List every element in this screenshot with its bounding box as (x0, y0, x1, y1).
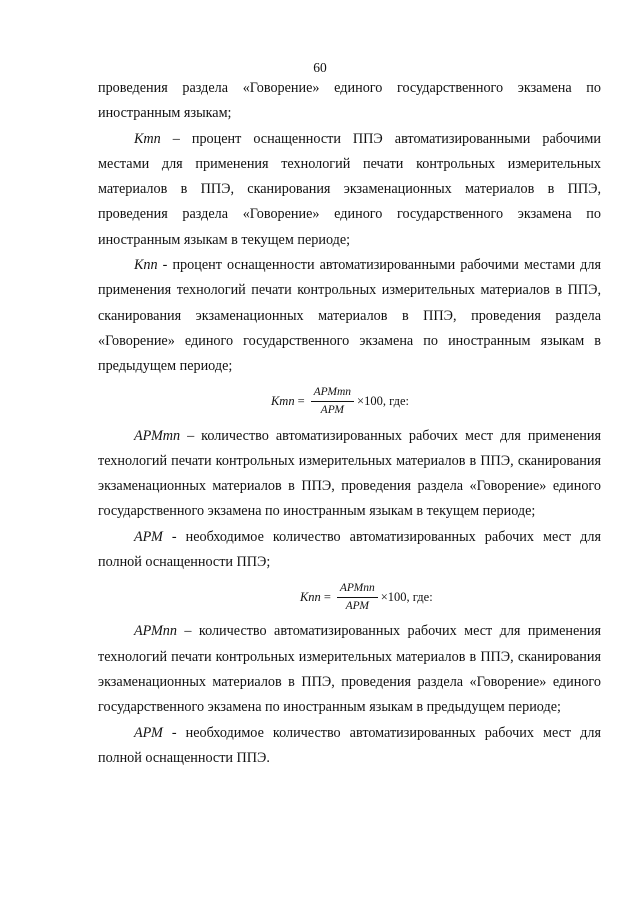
formula-kpp-fraction (337, 581, 378, 614)
page-number: 60 (313, 60, 327, 75)
formula-ktp-lhs: Ктп (271, 394, 295, 409)
formula-ktp-times: × (357, 394, 365, 409)
formula-ktp-equals: = (297, 394, 305, 409)
formula-kpp-equals: = (323, 589, 331, 604)
paragraph-armtp-definition (98, 424, 601, 525)
formula-ktp-fraction (311, 385, 354, 418)
formula-kpp-factor: 100 (387, 589, 407, 604)
variable-ktp: Ктп (134, 130, 161, 147)
paragraph-arm-definition-2 (98, 721, 601, 772)
formula-kpp-suffix: , где: (406, 589, 433, 604)
formula-kpp-denominator: АРМ (345, 599, 369, 612)
formula-ktp-numerator: АРМтп (311, 385, 354, 402)
formula-kpp-times: × (380, 589, 388, 604)
variable-armtp: АРМтп (134, 427, 181, 444)
formula-ktp-denominator: АРМ (320, 404, 345, 417)
variable-arm-2: АРМ (134, 724, 163, 741)
formula-ktp-factor: 100 (364, 394, 383, 409)
formula-kpp-lhs: Кпп (300, 589, 321, 604)
definition-kpp-text: - процент оснащенности автоматизированными рабочими местами для применения технологий печати контрольных измерительных материалов в ППЭ, сканирования экзаменационных материалов в ППЭ, проведения раздела «Говорение» единого государственного экзамена по иностранным языкам в предыдущем периоде; (98, 257, 601, 375)
variable-arm-1: АРМ (134, 528, 163, 545)
formula-ktp-suffix: , где: (382, 394, 409, 409)
variable-armpp: АРМпп (134, 623, 177, 640)
paragraph-kpp-definition (98, 253, 601, 379)
document-body (98, 76, 601, 771)
formula-kpp-numerator: АРМпп (337, 581, 378, 598)
definition-arm-text-2: - необходимое количество автоматизированных рабочих мест для полной оснащенности ППЭ. (98, 724, 601, 766)
paragraph-continuation: проведения раздела «Говорение» единого государственного экзамена по иностранным языкам; (98, 80, 601, 122)
paragraph-arm-definition-1 (98, 525, 601, 576)
formula-kpp (98, 575, 601, 619)
paragraph-ktp-definition (98, 127, 601, 253)
definition-armpp-text: – количество автоматизированных рабочих мест для применения технологий печати контрольных измерительных материалов в ППЭ, сканирования экзаменационных материалов в ППЭ, проведения раздела «Говорение» единого государственного экзамена по иностранным языкам в предыдущем периоде; (98, 623, 601, 716)
variable-kpp: Кпп (134, 257, 158, 274)
paragraph-armpp-definition (98, 619, 601, 720)
definition-ktp-text: – процент оснащенности ППЭ автоматизированными рабочими местами для применения технологий печати контрольных измерительных материалов в ППЭ, сканирования экзаменационных материалов в ППЭ, проведения раздела «Говорение» единого государственного экзамена по иностранным языкам в текущем периоде; (98, 130, 601, 248)
formula-ktp (98, 380, 601, 424)
definition-armtp-text: – количество автоматизированных рабочих мест для применения технологий печати контрольных измерительных материалов в ППЭ, сканирования экзаменационных материалов в ППЭ, проведения раздела «Говорение» единого государственного экзамена по иностранным языкам в текущем периоде; (98, 427, 601, 520)
definition-arm-text-1: - необходимое количество автоматизированных рабочих мест для полной оснащенности ППЭ; (98, 528, 601, 571)
